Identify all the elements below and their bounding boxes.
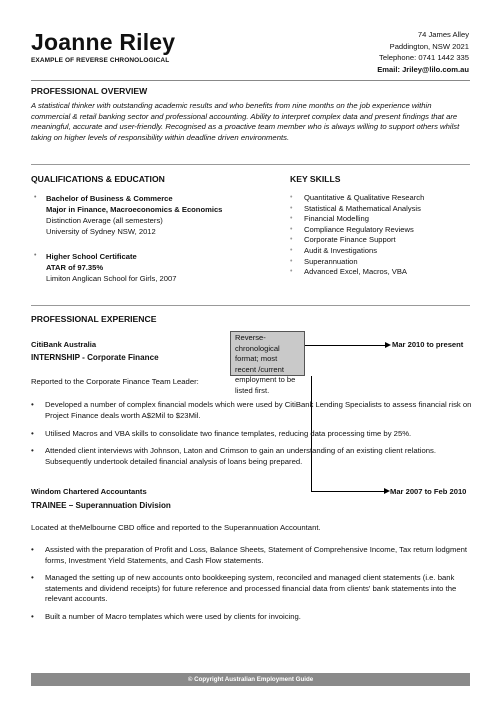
certificate-school: Limiton Anglican School for Girls, 2007 — [46, 274, 177, 283]
skills-list — [290, 193, 424, 278]
bullet-icon: • — [31, 612, 34, 621]
contact-block — [377, 29, 469, 75]
degree-major: Major in Finance, Macroeconomics & Economics — [46, 205, 223, 214]
job-bullet: Attended client interviews with Johnson, Laton and Crimson to gain an understanding of an existing client relations. Subsequently undertook detailed financial analysis of loans being prepared. — [45, 446, 437, 466]
certificate-name: Higher School Certificate — [46, 252, 137, 261]
bullet-icon: • — [31, 446, 34, 455]
education-title: QUALIFICATIONS & EDUCATION — [31, 174, 165, 184]
overview-title: PROFESSIONAL OVERVIEW — [31, 86, 148, 96]
job-dates: Mar 2010 to present — [392, 340, 464, 349]
overview-text: A statistical thinker with outstanding academic results and who benefits from nine months on the job experience within commercial & retail banking sector and professional accounting. Ability to interpret complex data and present findings that are meaningful, accurate and user-friendly. Recognised as a proactive team member who is always willing to support others whilst taking on higher levels of responsibility within deadline driven environments. — [31, 101, 460, 142]
skill-item: • Compliance Regulatory Reviews — [290, 225, 424, 236]
certificate-score: ATAR of 97.35% — [46, 263, 104, 272]
job-bullet: Built a number of Macro templates which were used by clients for invoicing. — [45, 612, 301, 621]
address-line: 74 James Alley — [417, 30, 469, 39]
experience-title: PROFESSIONAL EXPERIENCE — [31, 314, 157, 324]
skills-divider — [31, 305, 470, 306]
job-role: INTERNSHIP - Corporate Finance — [31, 353, 159, 362]
resume-subtitle: EXAMPLE OF REVERSE CHRONOLOGICAL — [31, 57, 170, 64]
telephone-line: Telephone: 0741 1442 335 — [379, 53, 469, 63]
skill-item: • Audit & Investigations — [290, 246, 424, 257]
education-item-2 — [46, 251, 176, 284]
education-item-1 — [46, 193, 222, 237]
format-callout: Reverse-chronological format; most recent /current employment to be listed first. — [230, 331, 305, 376]
candidate-name: Joanne Riley — [31, 29, 176, 55]
degree-name: Bachelor of Business & Commerce — [46, 194, 173, 203]
overview-divider — [31, 164, 470, 165]
bullet-icon: • — [31, 573, 34, 582]
copyright-footer: © Copyright Australian Employment Guide — [31, 673, 470, 686]
callout-connector-bottom — [311, 491, 384, 492]
bullet-icon: • — [31, 400, 34, 409]
city-line: Paddington, NSW 2021 — [389, 41, 469, 51]
job-bullet: Managed the setting up of new accounts onto bookkeeping system, reconciled and managed client statements (i.e. bank statements and dividend receipts) for future reference and processed financial data from clients' bank statements into the relevant accounts. — [45, 573, 457, 603]
job-bullet: Assisted with the preparation of Profit and Loss, Balance Sheets, Statement of Comprehensive Income, Tax return lodgment forms, Investment Yield Statements, and Cash Flow statements. — [45, 545, 468, 565]
bullet-icon: • — [31, 429, 34, 438]
skill-item: • Quantitative & Qualitative Research — [290, 193, 424, 204]
header-divider — [31, 80, 470, 81]
skills-title: KEY SKILLS — [290, 174, 341, 184]
degree-school: University of Sydney NSW, 2012 — [46, 227, 156, 236]
job-dates: Mar 2007 to Feb 2010 — [390, 487, 467, 496]
job-intro: Located at theMelbourne CBD office and reported to the Superannuation Accountant. — [31, 523, 321, 532]
job-bullet: Utilised Macros and VBA skills to consolidate two finance templates, reducing data processing time by 25%. — [45, 429, 412, 438]
job-bullet: Developed a number of complex financial models which were used by CitiBank Lending Specialists to assess financial risk on Project Finance deals worth A$2Mil to $23Mil. — [45, 400, 472, 420]
skill-item: • Financial Modelling — [290, 214, 424, 225]
skill-item: • Superannuation — [290, 257, 424, 268]
skill-item: • Statistical & Mathematical Analysis — [290, 204, 424, 215]
education-bullet: • — [34, 252, 37, 259]
bullet-icon: • — [31, 545, 34, 554]
job-company: Windom Chartered Accountants — [31, 487, 147, 496]
skill-item: • Corporate Finance Support — [290, 235, 424, 246]
skill-item: • Advanced Excel, Macros, VBA — [290, 267, 424, 278]
degree-detail: Distinction Average (all semesters) — [46, 216, 163, 225]
job-company: CitiBank Australia — [31, 340, 97, 349]
job-intro: Reported to the Corporate Finance Team Leader: — [31, 377, 199, 386]
job-role: TRAINEE – Superannuation Division — [31, 501, 171, 510]
email-line: Email: Jriley@lilo.com.au — [377, 64, 469, 74]
arrow-right-icon — [385, 342, 391, 348]
callout-connector-top — [305, 345, 385, 346]
education-bullet: • — [34, 194, 37, 201]
